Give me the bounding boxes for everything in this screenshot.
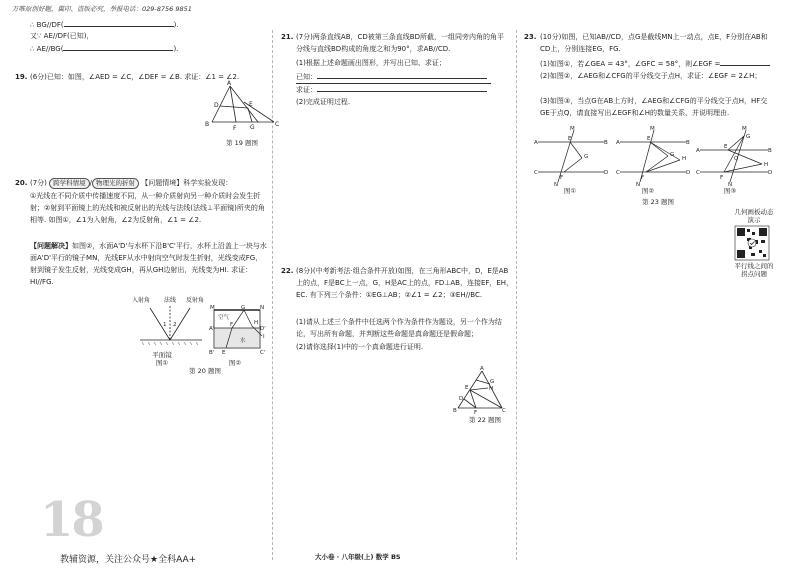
svg-text:M: M [570,126,575,132]
q19-figure [200,80,280,136]
svg-text:入射角: 入射角 [132,297,151,304]
q20-figure-2 [210,306,268,356]
q22-sub1: (1)请从上述三个条件中任选两个作为条件作为题设，另一个作为结论，写出所有命题，并判断这些命题是真命题还是假命题； [296,318,502,338]
svg-text:A': A' [209,326,215,332]
q21-number: 21. [281,33,294,41]
svg-text:E: E [465,385,469,391]
svg-text:G: G [746,134,751,140]
svg-text:Q: Q [734,156,739,162]
svg-text:D': D' [260,326,266,332]
svg-text:F: F [641,175,645,181]
svg-text:1: 1 [163,322,167,328]
svg-text:B: B [604,140,608,146]
svg-text:N: N [554,182,559,188]
svg-text:C: C [502,408,506,414]
svg-text:N: N [260,305,265,311]
svg-text:A: A [696,148,700,154]
q22-figure [452,368,512,414]
q22-caption: 第 22 题图 [469,416,501,424]
svg-text:A: A [227,80,232,87]
svg-text:G: G [241,305,246,311]
svg-text:E: E [249,101,253,108]
q20-number: 20. [15,179,28,187]
svg-text:C: C [275,121,280,128]
svg-text:D: D [604,170,609,176]
q23-figure-3-label: 图③ [723,187,737,195]
svg-text:反射角: 反射角 [186,297,205,304]
q21-prove: 求证： [296,83,487,96]
svg-text:M: M [210,305,215,311]
tag-interdisciplinary: 跨学科情境 [49,178,90,189]
q23-figure-1-label: 图① [563,187,577,195]
svg-text:E: E [724,144,728,150]
q18-line1: ∴ BG//DF( ). [30,18,179,31]
qr-code-icon[interactable] [735,226,769,260]
q23-caption: 第 23 题图 [642,198,674,206]
q20-caption: 第 20 题图 [189,367,221,375]
svg-text:F: F [474,410,478,416]
q19-caption: 第 19 题图 [226,139,258,147]
svg-text:H: H [764,162,769,168]
q18-line2: 又∵ AE//DF(已知)， [30,32,94,40]
svg-text:E: E [568,136,572,142]
svg-text:F: F [560,175,564,181]
mirror-label: 平面镜 [152,351,172,359]
svg-text:G: G [584,154,589,160]
svg-text:C: C [696,170,700,176]
svg-text:D: D [214,102,219,109]
q21-known: 已知： [296,70,487,83]
q23-figure-2-label: 图② [641,187,655,195]
svg-text:C': C' [260,350,266,356]
q20-figure-1 [130,296,210,356]
page-number: 18 [40,492,103,548]
svg-text:E: E [647,136,651,142]
svg-text:B: B [768,148,772,154]
svg-text:D: D [686,170,691,176]
svg-text:G: G [250,124,255,131]
tag-physics: 物理光的折射 [92,178,139,189]
q22-number: 22. [281,267,294,275]
q21-sub2: (2)完成证明过程. [296,98,351,106]
svg-text:B: B [686,140,690,146]
footer-left: 教辅资源，关注公众号★全科AA+ [60,555,197,565]
q19-text: (6分)已知：如图，∠AED = ∠C，∠DEF = ∠B. 求证：∠1 = ∠2. [30,73,240,81]
svg-text:E: E [222,350,226,356]
q20-figure-1-label: 图① [155,359,169,367]
svg-text:C: C [534,170,538,176]
svg-text:A: A [480,366,484,372]
q22-sub2: (2)请你选择(1)中的一个真命题进行证明. [296,343,424,351]
q18-line3: ∴ AE//BG( ). [30,42,178,55]
column-divider-2 [516,30,517,560]
q23-sub2: (2)如图②，∠AEG和∠CFG的平分线交于点H，求证：∠EGF = 2∠H； [540,72,762,80]
q20-paragraph-1: ①光线在不同介质中传播速度不同，从一种介质射向另一种介质时会发生折射；②射到平面镜上的光线和被反射出的光线与法线(法线⊥平面镜)所夹的角相等. 如图①，∠1为入射角，∠2为反射角，∠1 = ∠2. [30,192,265,224]
svg-text:B': B' [209,350,215,356]
svg-text:C: C [616,170,620,176]
svg-text:G: G [670,152,675,158]
q23-figures [534,126,774,188]
qr-note: 平行线之间的拐点问题 [734,262,774,278]
q20-paragraph-2: 【问题解决】如图②，水面A'D'与水杯下沿B'C'平行，水杯上沿盖上一块与水面A'D'平行的镜子MN，光线EF从水中射向空气时发生折射，光线变成FG，射到镜子发生反射，光线变成GH，再从GH边射出，光线变为HI. 求证：HI//FG. [30,242,267,286]
svg-text:F: F [233,125,237,132]
footer-center: 大小卷 · 八年级(上) 数学 BS [315,553,401,561]
svg-text:N: N [728,182,733,188]
svg-text:M: M [650,126,655,132]
svg-text:D: D [459,396,464,402]
svg-text:F: F [230,322,234,328]
svg-text:I: I [263,334,265,340]
svg-text:2: 2 [173,322,177,328]
svg-text:G: G [490,379,495,385]
q20-header: (7分) 跨学科情境 / 物理光的折射 【问题情境】科学实验发现： [30,179,233,187]
header-note: 万唯原创好题，翼印、盗版必究，举报电话：029-8756 9851 [12,5,192,13]
q23-sub3: (3)如图③，当点G在AB上方时，∠AEG和∠CFG的平分线交于点H，HF交GE于点Q，请直接写出∠EGF和∠H的数量关系，并说明理由. [540,97,768,117]
q21-sub1: (1)根据上述命题画出图形，并写出已知、求证； [296,59,446,67]
q21-text: (7分)两条直线AB，CD被第三条直线BD所截，一组同旁内角的角平分线与直线BD构成的角度之和为90°，求AB//CD. [296,33,504,53]
svg-text:A: A [616,140,620,146]
qr-title: 几何画板动态演示 [734,208,774,224]
svg-text:N: N [636,182,641,188]
svg-text:H: H [254,320,259,326]
svg-text:A: A [534,140,538,146]
svg-text:F: F [720,175,724,181]
svg-text:H: H [682,156,687,162]
q19-number: 19. [15,73,28,81]
q23-text: (10分)如图，已知AB//CD，点G是截线MN上一动点，点E，F分别在AB和CD上，分别连接EG，FG. [540,33,768,53]
svg-text:水: 水 [240,338,246,344]
svg-text:法线: 法线 [164,297,177,304]
svg-text:M: M [742,126,747,132]
q22-text: (8分)(中考新考法·组合条件开放)如图，在三角形ABC中，D，E是AB上的点，F是BC上一点，G，H是AC上的点，FD⊥AB，连接EF，EH，EC. 有下列三个条件：①EG⊥AB；②∠1 = ∠2；③EH//BC. [296,267,514,299]
q23-number: 23. [524,33,537,41]
svg-text:H: H [489,386,494,392]
svg-text:B: B [453,408,457,414]
svg-text:空气: 空气 [218,315,230,321]
q23-sub1: (1)如图①，若∠GEA = 43°，∠GFC = 58°，则∠EGF = [540,57,770,70]
svg-text:D: D [768,170,773,176]
svg-text:B: B [205,121,210,128]
q20-figure-2-label: 图② [228,359,242,367]
